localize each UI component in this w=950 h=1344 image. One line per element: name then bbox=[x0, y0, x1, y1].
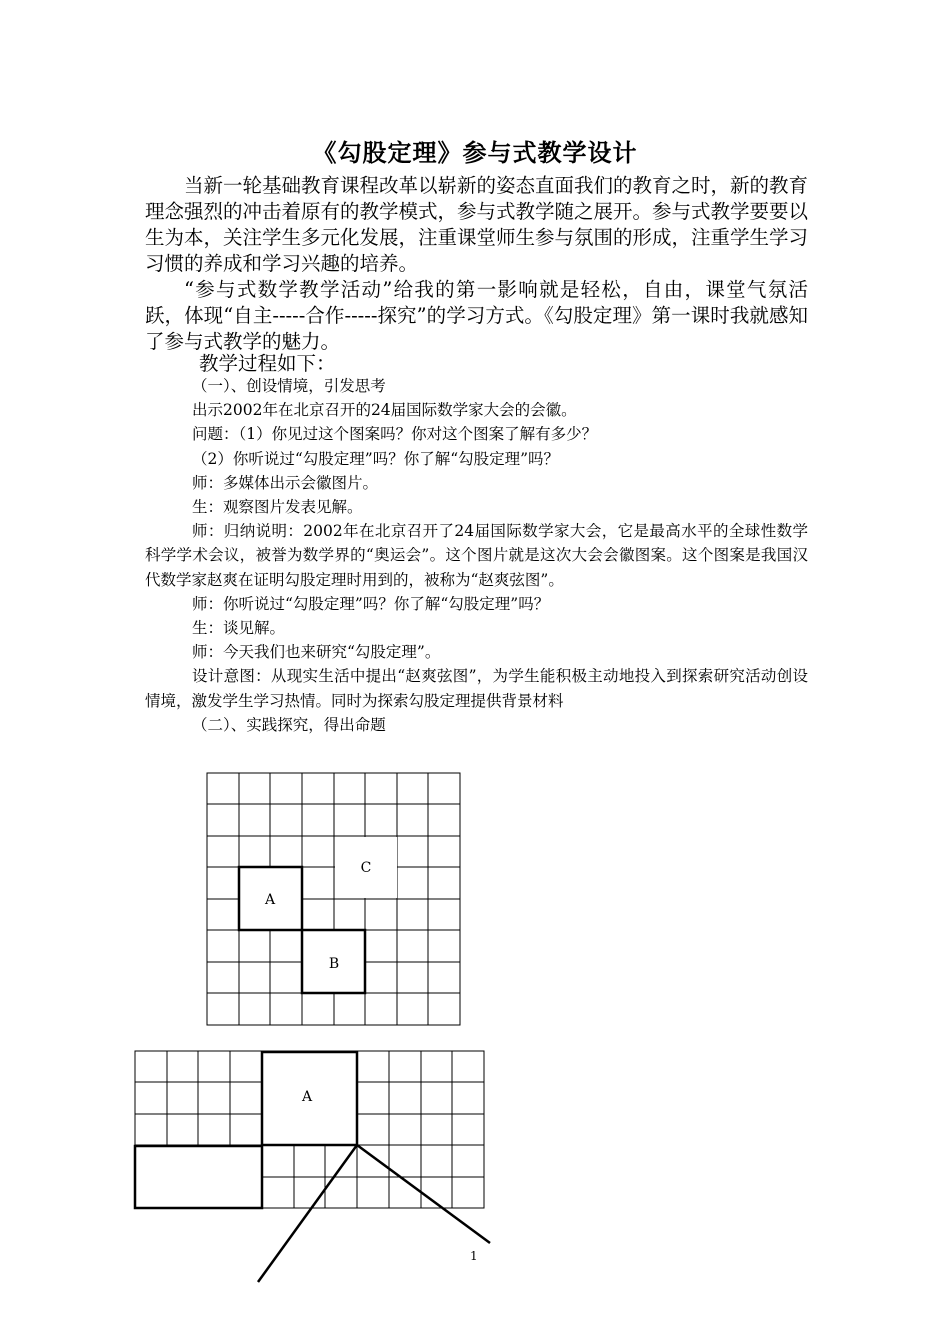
body-paragraph: 生：观察图片发表见解。 bbox=[192, 498, 363, 517]
design-intent: 设计意图：从现实生活中提出“赵爽弦图”，为学生能积极主动地投入到探索研究活动创设情境，激发学生学习热情。同时为探索勾股定理提供背景材料 bbox=[145, 667, 808, 710]
label-b: B bbox=[328, 956, 340, 972]
rectangle-left bbox=[135, 1146, 262, 1208]
question-1: 问题：（1）你见过这个图案吗？你对这个图案了解有多少？ bbox=[192, 425, 598, 444]
body-paragraph: 师：归纳说明：2002年在北京召开了24届国际数学家大会，它是最高水平的全球性数学科学学术会议，被誉为数学界的“奥运会”。这个图片就是这次大会会徽图案。这个图案是我国汉代数学家赵爽在证明勾股定理时用到的，被称为“赵爽弦图”。 bbox=[145, 522, 808, 589]
body-paragraph: 师：多媒体出示会徽图片。 bbox=[192, 473, 379, 492]
intro-paragraph: “参与式数学教学活动”给我的第一影响就是轻松，自由，课堂气氛活跃，体现“自主-----合作-----探究”的学习方式。《勾股定理》第一课时我就感知了参与式教学的魅力。 bbox=[145, 278, 808, 353]
body-paragraph: 生：谈见解。 bbox=[192, 619, 286, 638]
diagonal-line-right bbox=[357, 1145, 490, 1243]
label-a: A bbox=[264, 892, 276, 908]
body-paragraph: 师：今天我们也来研究“勾股定理”。 bbox=[192, 643, 441, 662]
label-a-large: A bbox=[301, 1089, 313, 1105]
label-c: C bbox=[360, 860, 372, 876]
section-heading: （二）、实践探究，得出命题 bbox=[192, 715, 386, 734]
body-paragraph: 师：你听说过“勾股定理”吗？你了解“勾股定理”吗？ bbox=[192, 594, 550, 613]
diagonal-line-left bbox=[258, 1145, 357, 1282]
intro-paragraph: 当新一轮基础教育课程改革以崭新的姿态直面我们的教育之时，新的教育理念强烈的冲击着原有的教学模式，参与式教学随之展开。参与式教学要要以生为本，关注学生多元化发展，注重课堂师生参与氛围的形成，注重学生学习习惯的养成和学习兴趣的培养。 bbox=[145, 174, 809, 275]
process-heading: 教学过程如下： bbox=[199, 352, 336, 375]
body-paragraph: 出示2002年在北京召开的24届国际数学家大会的会徽。 bbox=[192, 401, 577, 420]
question-2: （2）你听说过“勾股定理”吗？你了解“勾股定理”吗？ bbox=[192, 449, 560, 468]
section-heading: （一）、创设情境，引发思考 bbox=[192, 377, 386, 395]
page-number: 1 bbox=[470, 1249, 478, 1263]
document-title: 《勾股定理》参与式教学设计 bbox=[312, 139, 638, 167]
